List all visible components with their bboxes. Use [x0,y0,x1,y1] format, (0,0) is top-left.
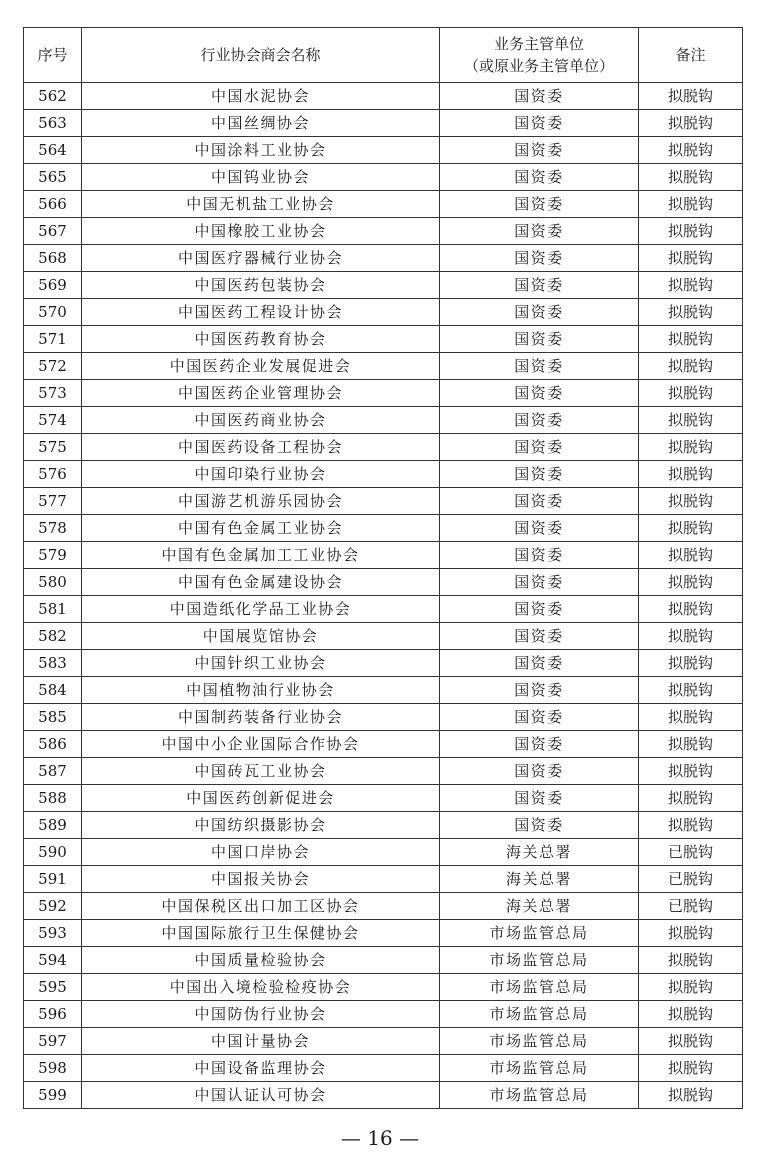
header-supervising-unit [440,28,639,83]
cell-serial-number: 581 [24,596,82,623]
table-row [24,137,743,164]
cell-association-name: 中国报关协会 [82,866,440,893]
cell-remarks: 拟脱钩 [639,704,743,731]
cell-serial-number: 575 [24,434,82,461]
table-row [24,569,743,596]
cell-serial-number: 597 [24,1028,82,1055]
cell-association-name: 中国游艺机游乐园协会 [82,488,440,515]
cell-association-name: 中国橡胶工业协会 [82,218,440,245]
table-row [24,353,743,380]
cell-serial-number: 572 [24,353,82,380]
cell-remarks: 拟脱钩 [639,650,743,677]
cell-remarks: 拟脱钩 [639,947,743,974]
table-row [24,866,743,893]
cell-supervising-unit: 国资委 [440,488,639,515]
cell-supervising-unit: 国资委 [440,272,639,299]
cell-serial-number: 580 [24,569,82,596]
cell-remarks: 拟脱钩 [639,110,743,137]
cell-association-name: 中国质量检验协会 [82,947,440,974]
cell-remarks: 拟脱钩 [639,380,743,407]
cell-supervising-unit: 国资委 [440,650,639,677]
cell-serial-number: 569 [24,272,82,299]
table-row [24,623,743,650]
cell-remarks: 拟脱钩 [639,974,743,1001]
table-row [24,1082,743,1109]
cell-serial-number: 568 [24,245,82,272]
cell-remarks: 拟脱钩 [639,731,743,758]
cell-supervising-unit: 国资委 [440,731,639,758]
cell-association-name: 中国涂料工业协会 [82,137,440,164]
cell-serial-number: 593 [24,920,82,947]
cell-remarks: 拟脱钩 [639,812,743,839]
cell-supervising-unit: 国资委 [440,83,639,110]
table-row [24,164,743,191]
cell-serial-number: 582 [24,623,82,650]
cell-remarks: 拟脱钩 [639,1028,743,1055]
table-row [24,83,743,110]
cell-supervising-unit: 国资委 [440,623,639,650]
cell-supervising-unit: 国资委 [440,407,639,434]
cell-serial-number: 592 [24,893,82,920]
cell-serial-number: 596 [24,1001,82,1028]
cell-serial-number: 584 [24,677,82,704]
cell-supervising-unit: 国资委 [440,299,639,326]
cell-supervising-unit: 市场监管总局 [440,947,639,974]
table-header-row [24,28,743,83]
table-row [24,515,743,542]
table-row [24,326,743,353]
cell-association-name: 中国展览馆协会 [82,623,440,650]
cell-supervising-unit: 国资委 [440,542,639,569]
cell-remarks: 拟脱钩 [639,1082,743,1109]
cell-supervising-unit: 市场监管总局 [440,1055,639,1082]
cell-association-name: 中国口岸协会 [82,839,440,866]
cell-supervising-unit: 国资委 [440,164,639,191]
cell-association-name: 中国计量协会 [82,1028,440,1055]
cell-serial-number: 587 [24,758,82,785]
cell-remarks: 拟脱钩 [639,677,743,704]
cell-serial-number: 571 [24,326,82,353]
cell-remarks: 拟脱钩 [639,191,743,218]
cell-supervising-unit: 国资委 [440,326,639,353]
table-row [24,191,743,218]
cell-serial-number: 586 [24,731,82,758]
cell-supervising-unit: 国资委 [440,245,639,272]
cell-remarks: 拟脱钩 [639,1055,743,1082]
cell-remarks: 拟脱钩 [639,758,743,785]
cell-supervising-unit: 国资委 [440,515,639,542]
cell-remarks: 拟脱钩 [639,164,743,191]
table-row [24,839,743,866]
cell-association-name: 中国水泥协会 [82,83,440,110]
cell-association-name: 中国中小企业国际合作协会 [82,731,440,758]
cell-serial-number: 574 [24,407,82,434]
cell-serial-number: 591 [24,866,82,893]
cell-supervising-unit: 国资委 [440,812,639,839]
cell-remarks: 拟脱钩 [639,596,743,623]
table-row [24,245,743,272]
association-table [23,27,743,1109]
cell-remarks: 拟脱钩 [639,299,743,326]
cell-supervising-unit: 国资委 [440,677,639,704]
table-row [24,893,743,920]
cell-supervising-unit: 国资委 [440,218,639,245]
cell-serial-number: 594 [24,947,82,974]
header-supervising-unit-line2: （或原业务主管单位） [463,57,614,75]
cell-association-name: 中国砖瓦工业协会 [82,758,440,785]
cell-association-name: 中国医药包装协会 [82,272,440,299]
header-remarks: 备注 [639,28,743,83]
cell-serial-number: 588 [24,785,82,812]
cell-association-name: 中国制药装备行业协会 [82,704,440,731]
cell-association-name: 中国医药企业管理协会 [82,380,440,407]
table-row [24,1055,743,1082]
cell-serial-number: 583 [24,650,82,677]
cell-remarks: 拟脱钩 [639,515,743,542]
table-row [24,947,743,974]
cell-serial-number: 577 [24,488,82,515]
cell-association-name: 中国植物油行业协会 [82,677,440,704]
table-row [24,677,743,704]
table-row [24,785,743,812]
cell-association-name: 中国医药商业协会 [82,407,440,434]
cell-remarks: 拟脱钩 [639,353,743,380]
cell-remarks: 拟脱钩 [639,542,743,569]
cell-supervising-unit: 国资委 [440,380,639,407]
cell-serial-number: 595 [24,974,82,1001]
table-row [24,650,743,677]
table-row [24,299,743,326]
table-row [24,434,743,461]
cell-serial-number: 590 [24,839,82,866]
cell-supervising-unit: 海关总署 [440,893,639,920]
cell-association-name: 中国印染行业协会 [82,461,440,488]
cell-remarks: 拟脱钩 [639,326,743,353]
table-row [24,704,743,731]
cell-remarks: 拟脱钩 [639,407,743,434]
cell-serial-number: 565 [24,164,82,191]
cell-serial-number: 589 [24,812,82,839]
table-row [24,110,743,137]
table-body [24,83,743,1109]
cell-supervising-unit: 国资委 [440,191,639,218]
cell-supervising-unit: 国资委 [440,434,639,461]
cell-remarks: 拟脱钩 [639,488,743,515]
cell-supervising-unit: 海关总署 [440,866,639,893]
cell-remarks: 拟脱钩 [639,569,743,596]
cell-serial-number: 599 [24,1082,82,1109]
table-row [24,812,743,839]
table-row [24,380,743,407]
cell-association-name: 中国丝绸协会 [82,110,440,137]
cell-serial-number: 570 [24,299,82,326]
cell-remarks: 已脱钩 [639,866,743,893]
table-row [24,974,743,1001]
cell-association-name: 中国医药教育协会 [82,326,440,353]
table-row [24,1028,743,1055]
cell-association-name: 中国保税区出口加工区协会 [82,893,440,920]
cell-supervising-unit: 市场监管总局 [440,1028,639,1055]
cell-association-name: 中国造纸化学品工业协会 [82,596,440,623]
table-row [24,1001,743,1028]
cell-supervising-unit: 国资委 [440,596,639,623]
table-row [24,758,743,785]
table-row [24,488,743,515]
cell-remarks: 拟脱钩 [639,920,743,947]
cell-supervising-unit: 国资委 [440,137,639,164]
cell-association-name: 中国医疗器械行业协会 [82,245,440,272]
cell-remarks: 拟脱钩 [639,83,743,110]
cell-remarks: 已脱钩 [639,839,743,866]
cell-serial-number: 564 [24,137,82,164]
cell-serial-number: 563 [24,110,82,137]
cell-supervising-unit: 国资委 [440,353,639,380]
cell-association-name: 中国医药企业发展促进会 [82,353,440,380]
cell-association-name: 中国纺织摄影协会 [82,812,440,839]
cell-remarks: 拟脱钩 [639,623,743,650]
cell-association-name: 中国钨业协会 [82,164,440,191]
cell-remarks: 拟脱钩 [639,785,743,812]
cell-serial-number: 573 [24,380,82,407]
header-supervising-unit-line1: 业务主管单位 [493,35,584,53]
cell-supervising-unit: 国资委 [440,785,639,812]
cell-supervising-unit: 海关总署 [440,839,639,866]
cell-association-name: 中国无机盐工业协会 [82,191,440,218]
cell-association-name: 中国设备监理协会 [82,1055,440,1082]
cell-supervising-unit: 市场监管总局 [440,920,639,947]
cell-supervising-unit: 国资委 [440,110,639,137]
cell-remarks: 拟脱钩 [639,245,743,272]
cell-association-name: 中国医药设备工程协会 [82,434,440,461]
cell-serial-number: 579 [24,542,82,569]
cell-association-name: 中国出入境检验检疫协会 [82,974,440,1001]
header-serial-number: 序号 [24,28,82,83]
table-row [24,218,743,245]
table-row [24,272,743,299]
table-row [24,542,743,569]
table-row [24,461,743,488]
cell-serial-number: 562 [24,83,82,110]
cell-remarks: 拟脱钩 [639,461,743,488]
cell-serial-number: 567 [24,218,82,245]
cell-supervising-unit: 市场监管总局 [440,974,639,1001]
table-row [24,407,743,434]
cell-association-name: 中国有色金属建设协会 [82,569,440,596]
cell-serial-number: 566 [24,191,82,218]
cell-serial-number: 576 [24,461,82,488]
cell-remarks: 拟脱钩 [639,272,743,299]
cell-supervising-unit: 市场监管总局 [440,1082,639,1109]
cell-association-name: 中国医药工程设计协会 [82,299,440,326]
cell-association-name: 中国有色金属加工工业协会 [82,542,440,569]
cell-serial-number: 598 [24,1055,82,1082]
table-row [24,596,743,623]
cell-supervising-unit: 国资委 [440,569,639,596]
cell-remarks: 拟脱钩 [639,1001,743,1028]
cell-association-name: 中国医药创新促进会 [82,785,440,812]
cell-remarks: 已脱钩 [639,893,743,920]
page-number: — 16 — [340,1126,420,1150]
cell-remarks: 拟脱钩 [639,434,743,461]
cell-remarks: 拟脱钩 [639,137,743,164]
cell-association-name: 中国针织工业协会 [82,650,440,677]
table-row [24,920,743,947]
cell-association-name: 中国认证认可协会 [82,1082,440,1109]
cell-supervising-unit: 国资委 [440,461,639,488]
cell-supervising-unit: 市场监管总局 [440,1001,639,1028]
cell-supervising-unit: 国资委 [440,704,639,731]
cell-association-name: 中国有色金属工业协会 [82,515,440,542]
header-association-name: 行业协会商会名称 [82,28,440,83]
cell-supervising-unit: 国资委 [440,758,639,785]
table-row [24,731,743,758]
cell-serial-number: 578 [24,515,82,542]
cell-remarks: 拟脱钩 [639,218,743,245]
cell-association-name: 中国防伪行业协会 [82,1001,440,1028]
cell-association-name: 中国国际旅行卫生保健协会 [82,920,440,947]
cell-serial-number: 585 [24,704,82,731]
